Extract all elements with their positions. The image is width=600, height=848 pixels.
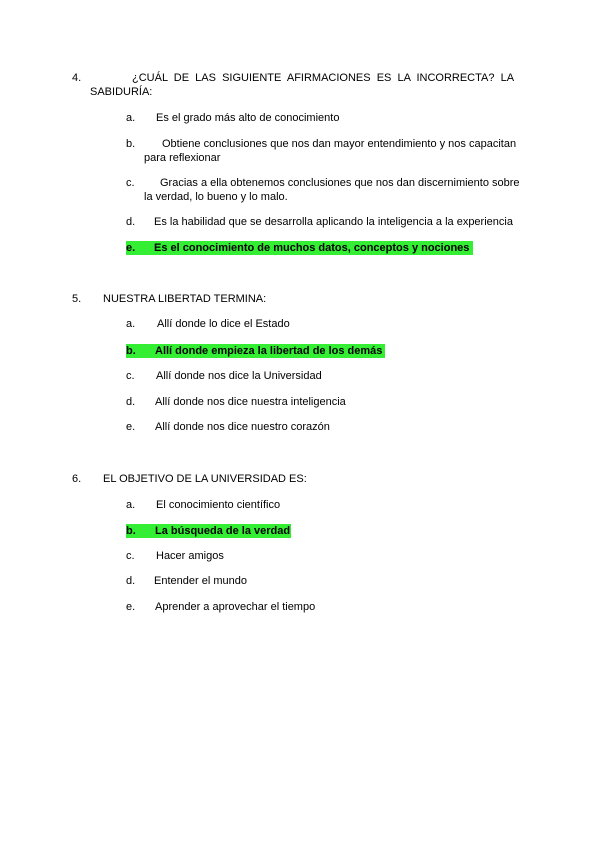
option-text: Obtiene conclusiones que nos dan mayor entendimiento y nos capacitan — [162, 138, 517, 150]
option-text: Es el grado más alto de conocimiento — [156, 112, 340, 124]
option-4a[interactable] — [126, 112, 340, 124]
option-text: Aprender a aprovechar el tiempo — [155, 601, 316, 613]
option-6c[interactable] — [126, 550, 224, 562]
option-5c[interactable] — [126, 370, 322, 382]
question-text: EL OBJETIVO DE LA UNIVERSIDAD ES: — [103, 473, 307, 485]
option-text: Allí donde lo dice el Estado — [157, 318, 290, 330]
option-5b-correct[interactable] — [126, 344, 385, 358]
question-number: 4. — [72, 72, 82, 84]
option-letter: b. — [126, 525, 136, 537]
option-text: La búsqueda de la verdad — [155, 525, 291, 537]
option-letter: e. — [126, 242, 136, 254]
option-6b-correct[interactable] — [126, 524, 291, 538]
option-text: Allí donde empieza la libertad de los demás — [155, 345, 383, 357]
option-4d[interactable] — [126, 216, 513, 228]
option-5d[interactable] — [126, 396, 346, 408]
option-letter: c. — [126, 177, 135, 189]
question-5 — [72, 293, 267, 305]
option-letter: a. — [126, 318, 136, 330]
option-letter: c. — [126, 370, 135, 382]
question-text: ¿CUÁL DE LAS SIGUIENTE AFIRMACIONES ES LA INCORRECTA? LA — [132, 72, 515, 84]
option-letter: a. — [126, 499, 136, 511]
option-6a[interactable] — [126, 499, 281, 511]
option-text: Allí donde nos dice nuestro corazón — [155, 421, 330, 433]
option-text: Allí donde nos dice la Universidad — [156, 370, 322, 382]
option-letter: c. — [126, 550, 135, 562]
option-4e-correct[interactable] — [126, 241, 473, 255]
option-text: Es el conocimiento de muchos datos, conceptos y nociones — [154, 242, 470, 254]
option-letter: b. — [126, 345, 136, 357]
option-5e[interactable] — [126, 421, 330, 433]
option-letter: d. — [126, 396, 136, 408]
option-6d[interactable] — [126, 575, 247, 587]
option-text: Es la habilidad que se desarrolla aplicando la inteligencia a la experiencia — [154, 216, 513, 228]
question-number: 5. — [72, 293, 82, 305]
option-letter: d. — [126, 216, 136, 228]
option-text: Allí donde nos dice nuestra inteligencia — [155, 396, 346, 408]
option-6e[interactable] — [126, 601, 316, 613]
option-text: Hacer amigos — [156, 550, 224, 562]
option-text: El conocimiento científico — [156, 499, 281, 511]
option-letter: a. — [126, 112, 136, 124]
question-6 — [72, 473, 307, 485]
option-letter: d. — [126, 575, 136, 587]
option-text: Entender el mundo — [154, 575, 247, 587]
option-text-cont: la verdad, lo bueno y lo malo. — [144, 191, 288, 203]
option-4b[interactable] — [126, 138, 528, 164]
option-letter: e. — [126, 421, 136, 433]
option-letter: b. — [126, 138, 136, 150]
question-number: 6. — [72, 473, 82, 485]
option-text: Gracias a ella obtenemos conclusiones que nos dan discernimiento sobre — [160, 177, 520, 189]
option-letter: e. — [126, 601, 136, 613]
option-4c[interactable] — [126, 177, 528, 203]
question-text: NUESTRA LIBERTAD TERMINA: — [103, 293, 267, 305]
option-text-cont: para reflexionar — [144, 152, 221, 164]
option-5a[interactable] — [126, 318, 290, 330]
question-text-cont: SABIDURÍA: — [90, 86, 153, 98]
